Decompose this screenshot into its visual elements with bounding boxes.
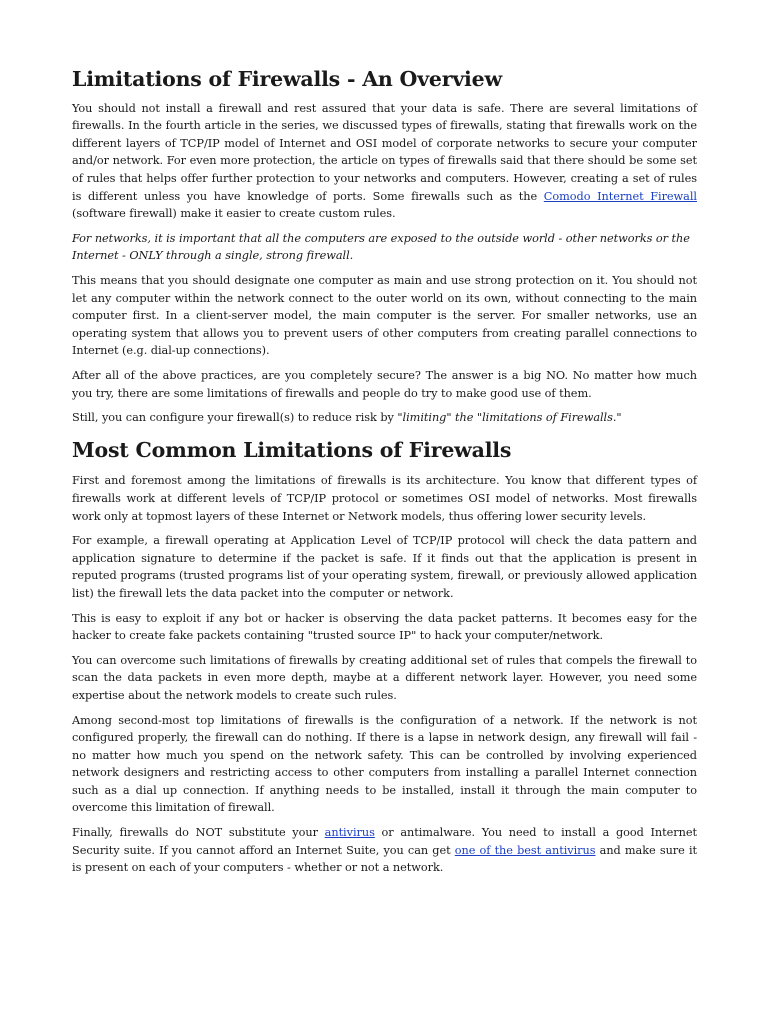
paragraph-antivirus-text-end: and make sure it is present on each of your computers - whether or not a network.	[72, 843, 698, 875]
link-comodo-firewall[interactable]: Comodo Internet Firewall	[543, 189, 697, 203]
paragraph-architecture: First and foremost among the limitations of firewalls is its architecture. You know that different types of firewalls work at different levels of TCP/IP protocol or sometimes OSI model of networks. Most firewalls work only at topmost layers of these Internet or Network models, thus offering lower security levels.	[72, 474, 697, 523]
link-antivirus[interactable]: antivirus	[324, 826, 375, 840]
paragraph-configuration: Among second-most top limitations of firewalls is the configuration of a network. If the network is not configured properly, the firewall can do nothing. If there is a lapse in network design, any firewall will fail - no matter how much you spend on the network safety. This can be controlled by involving experienced network designers and restricting access to other computers from installing a parallel Internet connection such as a dial up connection. If anything needs to be installed, install it through the main computer to overcome this limitation of firewall.	[72, 713, 697, 815]
paragraph-antivirus	[72, 824, 697, 877]
paragraph-networks-italic: For networks, it is important that all the computers are exposed to the outside world - other networks or the Internet - ONLY through a single, strong firewall.	[72, 231, 690, 263]
paragraph-antivirus-text: Finally, firewalls do NOT substitute your	[72, 826, 325, 840]
heading-overview: Limitations of Firewalls - An Overview	[72, 67, 502, 91]
paragraph-intro-text: You should not install a firewall and rest assured that your data is safe. There are several limitations of firewalls. In the fourth article in the series, we discussed types of firewalls, stating that firewalls work on the different layers of TCP/IP model of Internet and OSI model of corporate networks to secure your computer and/or network. For even more protection, the article on types of firewalls said that there should be some set of rules that helps offer further protection to your networks and computers. However, creating a set of rules is different unless you have knowledge of ports. Some firewalls such as the	[72, 101, 697, 203]
paragraph-configure-text: Still, you can configure your firewall(s) to reduce risk by	[72, 411, 398, 425]
paragraph-antivirus-text-mid: or antimalware. You need to install a good Internet Security suite. If you cannot afford an Internet Suite, you can get	[72, 826, 697, 857]
document-page	[72, 66, 697, 884]
paragraph-exploit: This is easy to exploit if any bot or hacker is observing the data packet patterns. It becomes easy for the hacker to create fake packets containing "trusted source IP" to hack your computer/network.	[72, 611, 697, 643]
paragraph-intro-text-end: (software firewall) make it easier to create custom rules.	[72, 207, 396, 221]
paragraph-designate: This means that you should designate one computer as main and use strong protection on it. You should not let any computer within the network connect to the outer world on its own, without connecting to the main computer first. In a client-server model, the main computer is the server. For smaller networks, use an operating system that allows you to prevent users of other computers from creating parallel connections to Internet (e.g. dial-up connections).	[72, 273, 697, 358]
paragraph-intro	[72, 100, 697, 223]
paragraph-configure	[72, 409, 697, 427]
paragraph-configure-italic: "limiting" the "limitations of Firewalls."	[397, 411, 622, 425]
paragraph-example: For example, a firewall operating at Application Level of TCP/IP protocol will check the data pattern and application signature to determine if the packet is safe. If it finds out that the application is present in reputed programs (trusted programs list of your operating system, firewall, or previously allowed application list) the firewall lets the data packet into the computer or network.	[72, 534, 697, 600]
link-best-antivirus[interactable]: one of the best antivirus	[454, 843, 596, 857]
heading-common-limitations: Most Common Limitations of Firewalls	[72, 437, 512, 462]
paragraph-secure: After all of the above practices, are you completely secure? The answer is a big NO. No matter how much you try, there are some limitations of firewalls and people do try to make good use of them.	[72, 368, 697, 400]
paragraph-overcome: You can overcome such limitations of firewalls by creating additional set of rules that compels the firewall to scan the data packets in even more depth, maybe at a different network layer. However, you need some expertise about the network models to create such rules.	[72, 653, 697, 702]
